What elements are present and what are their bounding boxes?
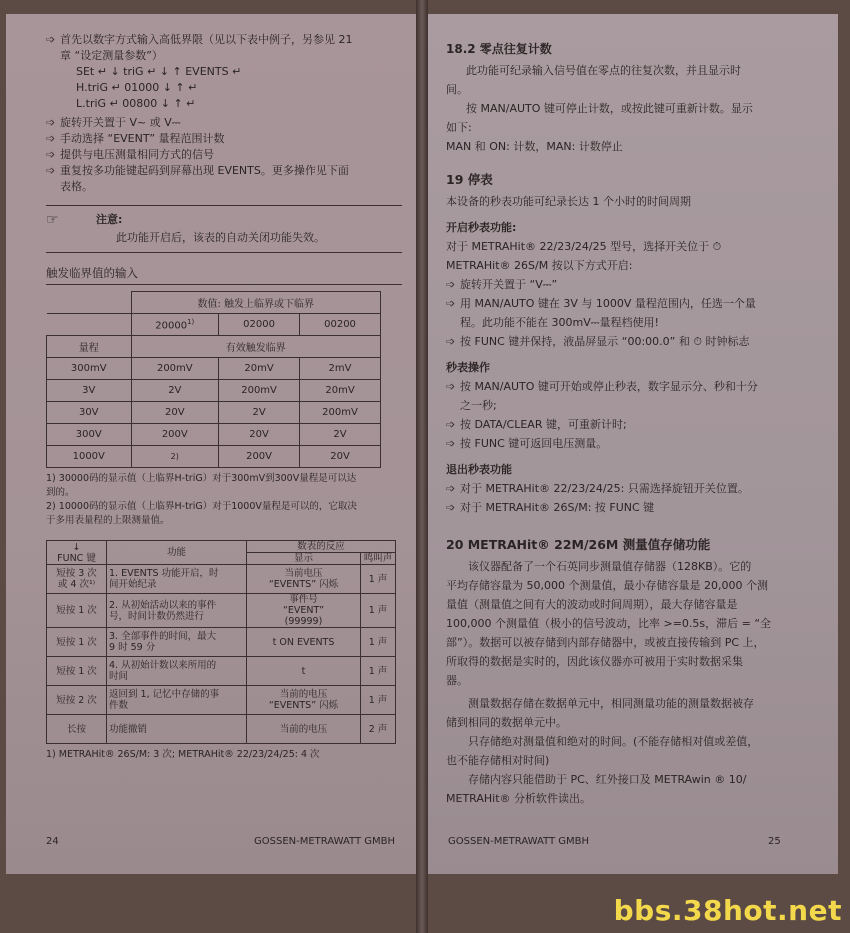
paragraph: 器。 (446, 674, 468, 687)
company-footer-left: GOSSEN-METRAWATT GMBH (254, 836, 395, 847)
divider (46, 252, 402, 253)
table-cell-func: 3. 全部事件的时间，最大 9 时 59 分 (107, 628, 247, 657)
trigger-section-title: 触发临界值的输入 (46, 266, 138, 280)
instruction-line: ➩ 按 MAN/AUTO 键可开始或停止秒表，数字显示分、秒和十分 (446, 377, 824, 396)
table-header: 量程 (47, 336, 132, 358)
paragraph: 储到相同的数据单元中。 (446, 716, 567, 729)
table-row (47, 686, 396, 715)
instruction-line: ➩ 提供与电压测量相同方式的信号 (46, 148, 214, 161)
key-sequence: L.triG ↵ 00800 ↓ ↑ ↵ (76, 97, 196, 110)
key-sequence: SEt ↵ ↓ triG ↵ ↓ ↑ EVENTS ↵ (76, 65, 242, 78)
table-cell-key: 短按 1 次 (47, 628, 107, 657)
instruction-line: ➩ 对于 METRAHit® 22/23/24/25: 只需选择旋钮开关位置。 (446, 479, 824, 498)
right-page (428, 14, 838, 874)
paragraph: 量值（测量值之间有大的波动或时间周期），最大存储容量是 (446, 598, 738, 611)
paragraph: 对于 METRAHit® 22/23/24/25 型号，选择开关位于 ⏱ (446, 240, 722, 253)
table-cell-beep: 1 声 (361, 657, 396, 686)
page-number-right: 25 (768, 836, 781, 847)
table-cell-disp: 当前的电压 “EVENTS” 闪烁 (247, 686, 361, 715)
table-cell-key: 短按 3 次 或 4 次¹⁾ (47, 565, 107, 594)
table-row: 3V 2V 200mV 20mV (47, 380, 381, 402)
table-cell-disp: 事件号 “EVENT” (99999) (247, 594, 361, 628)
table-cell-key: 短按 1 次 (47, 594, 107, 628)
arrow-bullet-icon: ➩ (446, 278, 456, 291)
paragraph: 此功能可纪录输入信号值在零点的往复次数，并且显示时 (466, 64, 741, 77)
instruction-line: 章 “设定测量参数”） (60, 49, 163, 62)
table-cell-beep: 1 声 (361, 594, 396, 628)
paragraph: 间。 (446, 83, 468, 96)
table-header: 数值: 触发上临界或下临界 (131, 292, 381, 314)
note-label: 注意: (96, 213, 123, 226)
table-cell-beep: 2 声 (361, 715, 396, 744)
arrow-bullet-icon: ➩ (446, 335, 456, 348)
table-row (47, 628, 396, 657)
arrow-bullet-icon: ➩ (446, 437, 456, 450)
table-header: 02000 (219, 314, 300, 336)
table-row: 300mV 200mV 20mV 2mV (47, 358, 381, 380)
table-header: 00200 (300, 314, 381, 336)
instruction-line: ➩ 旋转开关置于 V~ 或 V⎓ (46, 116, 181, 129)
instruction-line: ➩ 旋转开关置于 “V⎓” (446, 275, 824, 294)
instruction-line: ➩ 首先以数字方式输入高低界限（见以下表中例子，另参见 21 (46, 33, 353, 46)
arrow-bullet-icon: ➩ (46, 148, 56, 161)
instruction-line: 程。此功能不能在 300mV⎓量程档使用! (460, 316, 659, 329)
table-cell (47, 292, 132, 314)
paragraph: 按 MAN/AUTO 键可停止计数，或按此键可重新计数。显示 (466, 102, 753, 115)
note-text: 此功能开启后，该表的自动关闭功能失效。 (116, 231, 325, 244)
footnotes: 1) 30000码的显示值（上临界H-triG）对于300mV到300V量程是可以达 到的。 2) 10000码的显示值（上临界H-triG）对于1000V量程是可以的，它取决 于多用表量程的上限测量值。 (46, 473, 357, 526)
start-stopwatch-title: 开启秒表功能: (446, 221, 517, 234)
table-row: 30V 20V 2V 200mV (47, 402, 381, 424)
paragraph: MAN 和 ON: 计数，MAN: 计数停止 (446, 140, 623, 153)
table-row (47, 565, 396, 594)
table-cell (47, 314, 132, 336)
watermark: bbs.38hot.net (613, 894, 842, 927)
exit-stopwatch-title: 退出秒表功能 (446, 463, 512, 476)
arrow-bullet-icon: ➩ (46, 116, 56, 129)
left-page (6, 14, 416, 874)
paragraph: 如下: (446, 121, 472, 134)
table-row (47, 715, 396, 744)
paragraph: 该仪器配备了一个石英同步测量值存储器（128KB）。它的 (468, 560, 752, 573)
paragraph: 存储内容只能借助于 PC、红外接口及 METRAwin ® 10/ (468, 773, 747, 786)
divider (46, 205, 402, 206)
section-20-title: 20 METRAHit® 22M/26M 测量值存储功能 (446, 537, 711, 552)
instruction-line: ➩ 按 FUNC 键并保持，液晶屏显示 “00:00.0” 和 ⏱ 时钟标志 (446, 332, 824, 351)
paragraph: 所取得的数据是实时的，因此该仪器亦可被用于实时数据采集 (446, 655, 743, 668)
table-header: 20000$^{1)}$ (131, 314, 219, 336)
instruction-line: ➩ 手动选择 “EVENT” 量程范围计数 (46, 132, 225, 145)
table-cell-beep: 1 声 (361, 686, 396, 715)
paragraph: 测量数据存储在数据单元中，相同测量功能的测量数据被存 (468, 697, 754, 710)
instruction-line: ➩ 用 MAN/AUTO 键在 3V 与 1000V 量程范围内，任选一个量 (446, 294, 824, 313)
table-header: 显示 (247, 553, 361, 565)
table-cell-disp: t (247, 657, 361, 686)
paragraph: 本设备的秒表功能可纪录长达 1 个小时的时间周期 (446, 195, 691, 208)
page-number-left: 24 (46, 836, 59, 847)
table-row: 300V 200V 20V 2V (47, 424, 381, 446)
table-header: 有效触发临界 (131, 336, 381, 358)
instruction-line: ➩ 对于 METRAHit® 26S/M: 按 FUNC 键 (446, 498, 824, 517)
table-cell-disp: 当前电压 “EVENTS” 闪烁 (247, 565, 361, 594)
arrow-bullet-icon: ➩ (446, 418, 456, 431)
note-box (46, 212, 402, 228)
paragraph: 也不能存储相对时间) (446, 754, 550, 767)
arrow-bullet-icon: ➩ (446, 482, 456, 495)
table-cell-key: 长按 (47, 715, 107, 744)
section-18-2-title: 18.2 零点往复计数 (446, 42, 552, 56)
func-key-table (46, 540, 396, 744)
arrow-bullet-icon: ➩ (46, 164, 56, 177)
table-cell-disp: 当前的电压 (247, 715, 361, 744)
stopwatch-operation-title: 秒表操作 (446, 361, 490, 374)
book-spine (416, 0, 428, 933)
arrow-bullet-icon: ➩ (46, 132, 56, 145)
table-row (47, 657, 396, 686)
key-sequence: H.triG ↵ 01000 ↓ ↑ ↵ (76, 81, 198, 94)
table-header: 功能 (107, 541, 247, 565)
table-header: 鸣叫声 (361, 553, 396, 565)
table-row (47, 594, 396, 628)
paragraph: 部”）。数据可以被存储到内部存储器中，或被直接传输到 PC 上， (446, 636, 765, 649)
arrow-bullet-icon: ➩ (446, 380, 456, 393)
instruction-line: ➩ 重复按多功能键起码到屏幕出现 EVENTS。更多操作见下面 (46, 164, 349, 177)
table-cell-key: 短按 1 次 (47, 657, 107, 686)
table-cell-func: 2. 从初始活动以来的事件 号，时间计数仍然进行 (107, 594, 247, 628)
paragraph: METRAHit® 26S/M 按以下方式开启: (446, 259, 633, 272)
table-cell-beep: 1 声 (361, 565, 396, 594)
section-19-title: 19 停表 (446, 172, 493, 187)
paragraph: 只存储绝对测量值和绝对的时间。(不能存储相对值或差值， (468, 735, 759, 748)
table-cell-func: 1. EVENTS 功能开启，时 间开始纪录 (107, 565, 247, 594)
instruction-line: ➩ 按 DATA/CLEAR 键，可重新计时; (446, 415, 824, 434)
pointing-hand-icon: ☞ (46, 212, 59, 228)
table-header: ↓ FUNC 键 (47, 541, 107, 565)
instruction-line: ➩ 按 FUNC 键可返回电压测量。 (446, 434, 824, 453)
arrow-bullet-icon: ➩ (446, 501, 456, 514)
table-cell-func: 功能撤销 (107, 715, 247, 744)
table-cell-disp: t ON EVENTS (247, 628, 361, 657)
table-header: 数表的反应 (247, 541, 396, 553)
arrow-bullet-icon: ➩ (46, 33, 56, 46)
paragraph: METRAHit® 分析软件读出。 (446, 792, 592, 805)
arrow-bullet-icon: ➩ (446, 297, 456, 310)
company-footer-right: GOSSEN-METRAWATT GMBH (448, 836, 589, 847)
table-row: 1000V 2) 200V 20V (47, 446, 381, 468)
paragraph: 100,000 个测量值（极小的信号波动，比率 >=0.5s，滞后 = “全 (446, 617, 772, 630)
instruction-line: 表格。 (60, 180, 93, 193)
divider (46, 284, 402, 285)
instruction-line: 之一秒; (460, 399, 497, 412)
paragraph: 平均存储容量为 50,000 个测量值，最小存储容量是 20,000 个测 (446, 579, 768, 592)
table-cell-key: 短按 2 次 (47, 686, 107, 715)
func-table-footnote: 1) METRAHit® 26S/M: 3 次; METRAHit® 22/23/24/25: 4 次 (46, 749, 320, 760)
table-cell-beep: 1 声 (361, 628, 396, 657)
table-cell-func: 4. 从初始计数以来所用的 时间 (107, 657, 247, 686)
table-cell-func: 返回到 1, 记忆中存储的事 件数 (107, 686, 247, 715)
trigger-threshold-table (46, 291, 381, 468)
